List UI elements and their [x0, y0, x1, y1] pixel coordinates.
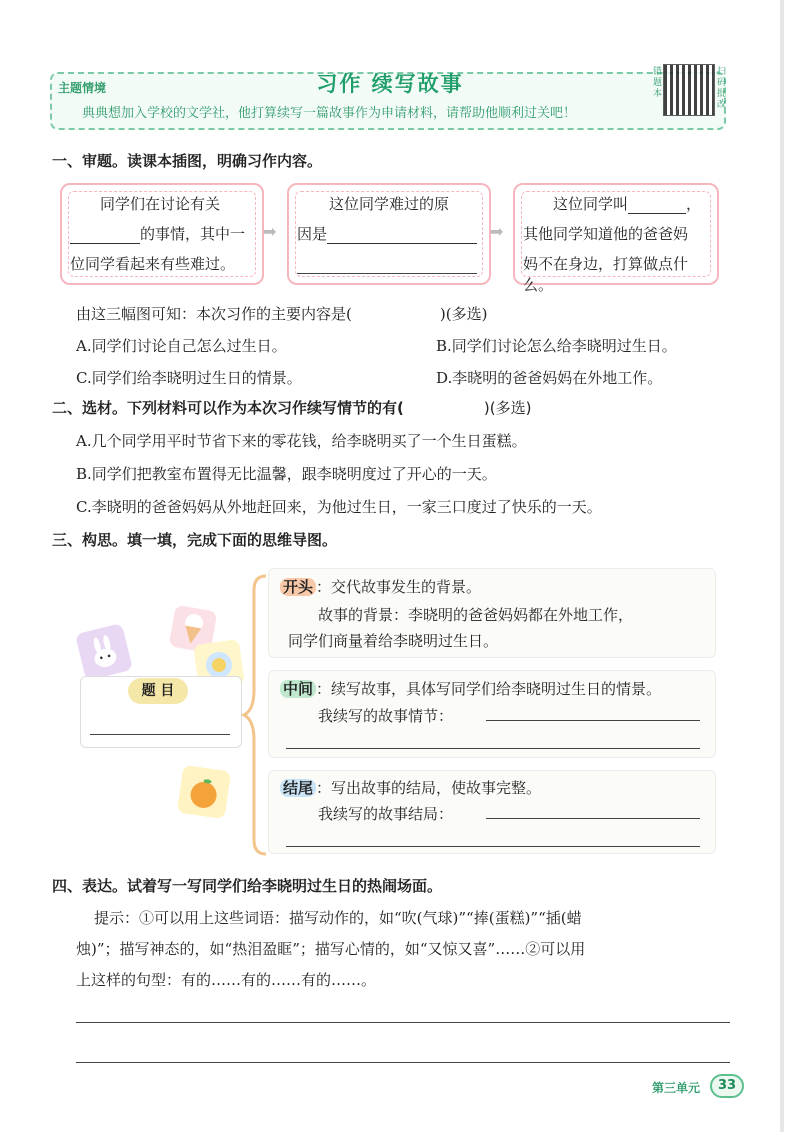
option-d: D.李晓明的爸爸妈妈在外地工作。: [436, 369, 663, 387]
end-text: ：写出故事的结局，使故事完整。: [316, 779, 542, 797]
box3-line3: 妈不在身边，打算做点什么。: [523, 255, 689, 294]
start-line3: 同学们商量着给李晓明过生日。: [288, 632, 499, 650]
question-1-text: 由这三幅图可知：本次习作的主要内容是(: [76, 305, 352, 323]
start-text: ：交代故事发生的背景。: [316, 578, 482, 596]
end-heading: [280, 777, 541, 798]
theme-tag: 主题情境: [58, 81, 107, 95]
answer-slot-2[interactable]: [404, 399, 484, 417]
option-c: C.同学们给李晓明过生日的情景。: [76, 369, 302, 387]
section-2-title-end: )(多选): [483, 399, 532, 417]
question-1-end: )(多选): [439, 305, 488, 323]
blank-topic[interactable]: [70, 225, 140, 244]
question-1: [76, 303, 487, 324]
qr-code-icon[interactable]: [663, 64, 715, 116]
page-number: 33: [710, 1074, 744, 1098]
writing-line-2[interactable]: [76, 1062, 730, 1063]
picture-box-3: [513, 183, 719, 294]
blank-name[interactable]: [628, 195, 686, 214]
middle-label: 中间: [280, 680, 316, 698]
ending-blank-1[interactable]: [486, 818, 700, 819]
blank-reason-line2[interactable]: [297, 273, 477, 274]
arrow-right-icon: ➡: [490, 222, 504, 241]
picture-box-2: [287, 183, 491, 285]
start-heading: [280, 576, 481, 597]
qr-label-left: 错题本: [653, 67, 663, 99]
blank-reason[interactable]: [327, 225, 477, 244]
material-a: A.几个同学用平时节省下来的零花钱，给李晓明买了一个生日蛋糕。: [76, 432, 527, 450]
end-label: 结尾: [280, 779, 316, 797]
material-b: B.同学们把教室布置得无比温馨，跟李晓明度过了开心的一天。: [76, 465, 497, 483]
orange-sticker-icon: [177, 765, 231, 819]
option-b: B.同学们讨论怎么给李晓明过生日。: [436, 337, 677, 355]
middle-line2: 我续写的故事情节：: [318, 707, 454, 725]
section-2-title: [52, 397, 531, 418]
topic-label: 题 目: [128, 678, 188, 704]
mindmap-bracket: [240, 570, 270, 860]
middle-text: ：续写故事，具体写同学们给李晓明过生日的情景。: [316, 680, 662, 698]
box3-line1: 这位同学叫: [553, 195, 629, 213]
writing-line-1[interactable]: [76, 1022, 730, 1023]
section-3-title: 三、构思。填一填，完成下面的思维导图。: [52, 531, 338, 549]
hint-line3: 上这样的句型：有的……有的……有的……。: [76, 971, 377, 989]
page-title: 习作 续写故事: [316, 72, 464, 96]
middle-heading: [280, 678, 661, 699]
section-2-title-text: 二、选材。下列材料可以作为本次习作续写情节的有(: [52, 399, 404, 417]
box3-line2: 其他同学知道他的爸爸妈: [523, 225, 689, 243]
box2-line1: 这位同学难过的原: [329, 195, 450, 213]
topic-blank[interactable]: [90, 734, 230, 735]
answer-slot-1[interactable]: [352, 305, 440, 323]
end-line2: 我续写的故事结局：: [318, 805, 454, 823]
section-4-title: 四、表达。试着写一写同学们给李晓明过生日的热闹场面。: [52, 877, 443, 895]
plot-blank-1[interactable]: [486, 720, 700, 721]
option-a: A.同学们讨论自己怎么过生日。: [76, 337, 287, 355]
start-label: 开头: [280, 578, 316, 596]
unit-label: 第三单元: [652, 1081, 701, 1095]
box1-line1: 同学们在讨论有关: [100, 195, 221, 213]
plot-blank-2[interactable]: [286, 748, 700, 749]
qr-label-right: 扫码批改: [717, 67, 727, 110]
box1-line2: 的事情，其中一: [140, 225, 246, 243]
box3-comma: ，: [686, 195, 702, 213]
box2-line2: 因是: [297, 225, 328, 243]
bunny-sticker-icon: [75, 623, 133, 681]
material-c: C.李晓明的爸爸妈妈从外地赶回来，为他过生日，一家三口度过了快乐的一天。: [76, 498, 602, 516]
arrow-right-icon: ➡: [263, 222, 277, 241]
start-line2: 故事的背景：李晓明的爸爸妈妈都在外地工作，: [318, 606, 634, 624]
orange-fruit-icon: [177, 765, 231, 819]
picture-box-1: [60, 183, 264, 285]
hint-line2: 烛)”；描写神态的，如“热泪盈眶”；描写心情的，如“又惊又喜”……②可以用: [76, 940, 586, 958]
section-1-title: 一、审题。读课本插图，明确习作内容。: [52, 152, 323, 170]
ending-blank-2[interactable]: [286, 846, 700, 847]
hint-line1: 提示：①可以用上这些词语：描写动作的，如“吹(气球)”“捧(蛋糕)”“插(蜡: [94, 909, 582, 927]
box1-line3: 位同学看起来有些难过。: [70, 255, 236, 273]
theme-intro: 典典想加入学校的文学社，他打算续写一篇故事作为申请材料，请帮助他顺利过关吧！: [82, 106, 577, 121]
page-edge: [780, 0, 784, 1132]
bunny-icon: [75, 623, 133, 681]
